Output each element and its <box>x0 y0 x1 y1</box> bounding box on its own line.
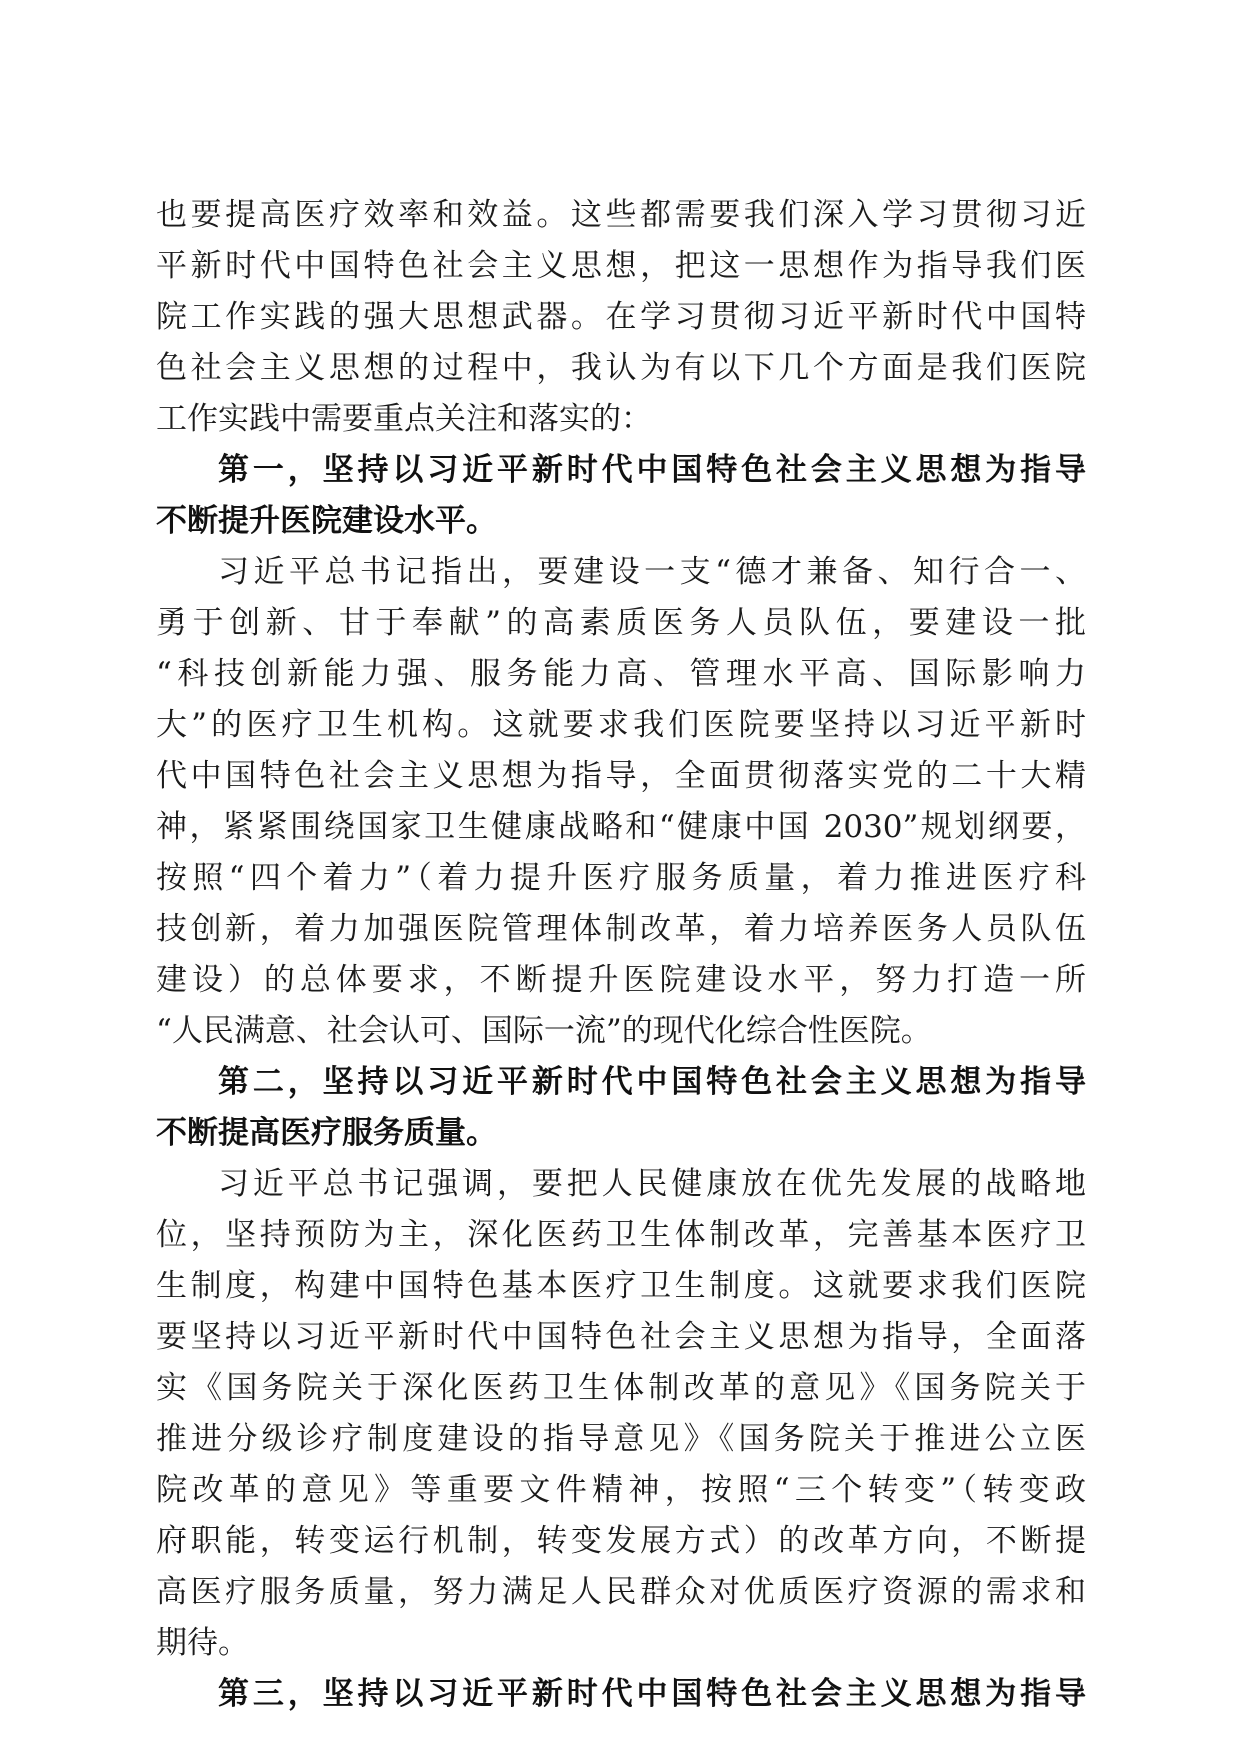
heading-line: 第一，坚持以习近平新时代中国特色社会主义思想为指导 <box>218 452 1086 488</box>
text-line: 大”的医疗卫生机构。这就要求我们医院要坚持以习近平新时 <box>156 707 1086 743</box>
heading-line: 第二，坚持以习近平新时代中国特色社会主义思想为指导 <box>218 1064 1086 1100</box>
text-line: 生制度，构建中国特色基本医疗卫生制度。这就要求我们医院 <box>156 1268 1086 1304</box>
paragraph-intro <box>156 190 1086 445</box>
text-line: 高医疗服务质量，努力满足人民群众对优质医疗资源的需求和 <box>156 1574 1086 1610</box>
text-line: “科技创新能力强、服务能力高、管理水平高、国际影响力 <box>156 656 1086 692</box>
section-heading-2 <box>156 1057 1086 1159</box>
text-line: 代中国特色社会主义思想为指导，全面贯彻落实党的二十大精 <box>156 758 1086 794</box>
heading-line: 第三，坚持以习近平新时代中国特色社会主义思想为指导 <box>218 1676 1086 1712</box>
text-line: 按照“四个着力”（着力提升医疗服务质量，着力推进医疗科 <box>156 860 1086 896</box>
paragraph-section-1 <box>156 547 1086 1057</box>
text-line: 也要提高医疗效率和效益。这些都需要我们深入学习贯彻习近 <box>156 197 1086 233</box>
text-line: 勇于创新、甘于奉献”的高素质医务人员队伍，要建设一批 <box>156 605 1086 641</box>
text-line: 色社会主义思想的过程中，我认为有以下几个方面是我们医院 <box>156 350 1086 386</box>
text-line: 神，紧紧围绕国家卫生健康战略和“健康中国 2030”规划纲要， <box>156 809 1086 845</box>
document-body <box>156 190 1086 1720</box>
text-line: 习近平总书记指出，要建设一支“德才兼备、知行合一、 <box>218 554 1086 590</box>
text-line: 平新时代中国特色社会主义思想，把这一思想作为指导我们医 <box>156 248 1086 284</box>
text-line: 推进分级诊疗制度建设的指导意见》《国务院关于推进公立医 <box>156 1421 1086 1457</box>
text-line: 实《国务院关于深化医药卫生体制改革的意见》《国务院关于 <box>156 1370 1086 1406</box>
text-line: 要坚持以习近平新时代中国特色社会主义思想为指导，全面落 <box>156 1319 1086 1355</box>
text-line: 习近平总书记强调，要把人民健康放在优先发展的战略地 <box>218 1166 1086 1202</box>
section-heading-3 <box>156 1669 1086 1720</box>
text-line: 建设）的总体要求，不断提升医院建设水平，努力打造一所 <box>156 962 1086 998</box>
text-line: 院工作实践的强大思想武器。在学习贯彻习近平新时代中国特 <box>156 299 1086 335</box>
section-heading-1 <box>156 445 1086 547</box>
text-line: 技创新，着力加强医院管理体制改革，着力培养医务人员队伍 <box>156 911 1086 947</box>
text-line: 位，坚持预防为主，深化医药卫生体制改革，完善基本医疗卫 <box>156 1217 1086 1253</box>
text-line: 府职能，转变运行机制，转变发展方式）的改革方向，不断提 <box>156 1523 1086 1559</box>
text-line: 院改革的意见》等重要文件精神，按照“三个转变”（转变政 <box>156 1472 1086 1508</box>
heading-line: 不断提高医疗服务质量。 <box>156 1115 497 1151</box>
text-line: 期待。 <box>156 1625 249 1661</box>
text-line: “人民满意、社会认可、国际一流”的现代化综合性医院。 <box>156 1013 932 1049</box>
text-line: 工作实践中需要重点关注和落实的： <box>156 401 652 437</box>
heading-line: 不断提升医院建设水平。 <box>156 503 497 539</box>
paragraph-section-2 <box>156 1159 1086 1669</box>
